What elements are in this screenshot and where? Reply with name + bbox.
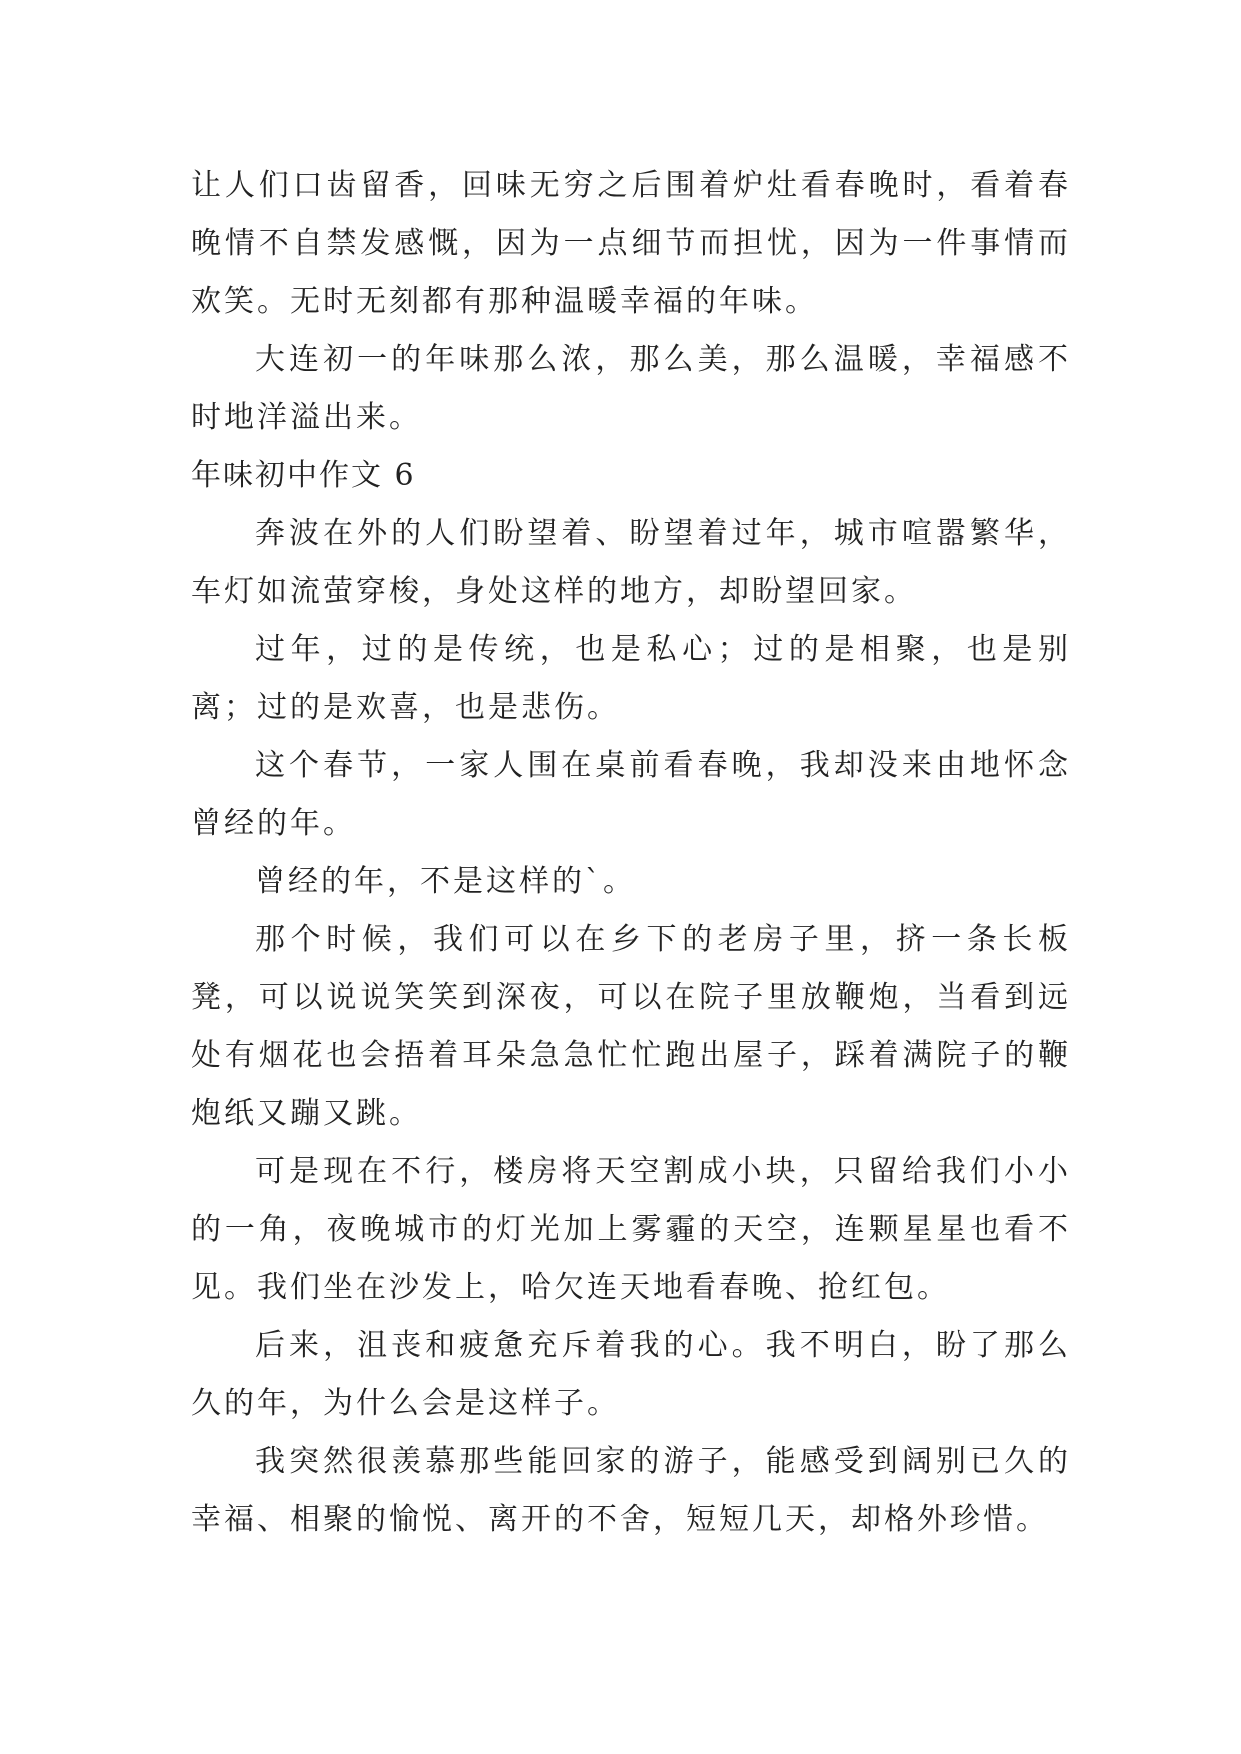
paragraph: 那个时候，我们可以在乡下的老房子里，挤一条长板凳，可以说说笑笑到深夜，可以在院子里放鞭炮，当看到远处有烟花也会捂着耳朵急急忙忙跑出屋子，踩着满院子的鞭炮纸又蹦又跳。 — [191, 922, 1071, 1131]
paragraph: 让人们口齿留香，回味无穷之后围着炉灶看春晚时，看着春晚情不自禁发感慨，因为一点细节而担忧，因为一件事情而欢笑。无时无刻都有那种温暖幸福的年味。 — [191, 168, 1071, 319]
paragraph: 奔波在外的人们盼望着、盼望着过年，城市喧嚣繁华，车灯如流萤穿梭，身处这样的地方，却盼望回家。 — [191, 516, 1071, 609]
document-body — [191, 157, 1071, 1549]
paragraph: 过年，过的是传统，也是私心；过的是相聚，也是别离；过的是欢喜，也是悲伤。 — [191, 632, 1071, 725]
paragraph: 可是现在不行，楼房将天空割成小块，只留给我们小小的一角，夜晚城市的灯光加上雾霾的天空，连颗星星也看不见。我们坐在沙发上，哈欠连天地看春晚、抢红包。 — [191, 1154, 1071, 1305]
paragraph: 后来，沮丧和疲惫充斥着我的心。我不明白，盼了那么久的年，为什么会是这样子。 — [191, 1328, 1071, 1421]
paragraph: 我突然很羡慕那些能回家的游子，能感受到阔别已久的幸福、相聚的愉悦、离开的不舍，短短几天，却格外珍惜。 — [191, 1444, 1071, 1537]
paragraph: 这个春节，一家人围在桌前看春晚，我却没来由地怀念曾经的年。 — [191, 748, 1071, 841]
paragraph: 曾经的年，不是这样的`。 — [255, 864, 636, 899]
paragraph: 大连初一的年味那么浓，那么美，那么温暖，幸福感不时地洋溢出来。 — [191, 342, 1071, 435]
section-title: 年味初中作文 6 — [191, 458, 416, 493]
